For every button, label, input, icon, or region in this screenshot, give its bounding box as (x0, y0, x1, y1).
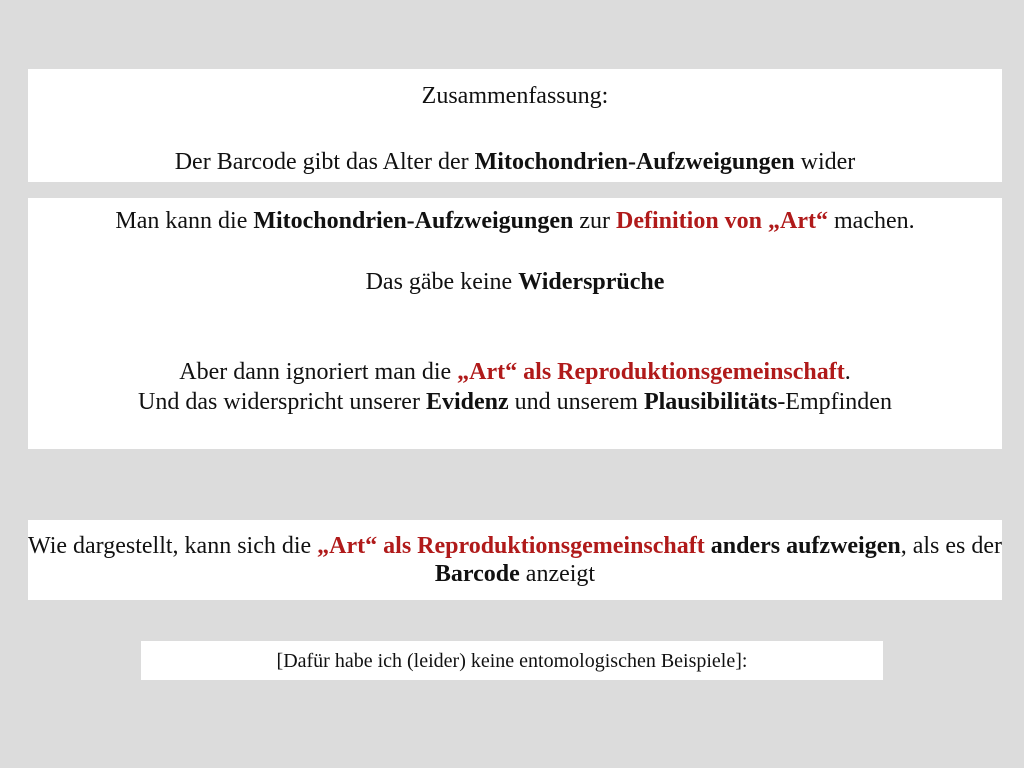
ignore-pre: Aber dann ignoriert man die (179, 359, 458, 385)
summary-title: Zusammenfassung: (421, 83, 609, 109)
main-argument-box (28, 198, 1002, 449)
plausibility-bold: Plausibilitäts (643, 389, 778, 415)
branching-bold-anders: anders aufzweigen (704, 533, 901, 559)
ignore-red: „Art“ als Reproduktionsgemeinschaft (457, 359, 845, 385)
branching-text (28, 532, 1002, 588)
ignore-line (28, 357, 1002, 387)
definition-bold: Mitochondrien-Aufzweigungen (253, 208, 574, 234)
definition-post: machen. (828, 208, 915, 234)
definition-mid: zur (573, 208, 616, 234)
definition-red: Definition von „Art“ (616, 208, 828, 234)
no-contradiction-bold: Widersprüche (518, 269, 665, 295)
summary-text-pre: Der Barcode gibt das Alter der (174, 149, 475, 175)
definition-pre: Man kann die (115, 208, 254, 234)
branching-bold-barcode: Barcode (434, 561, 520, 587)
evidence-post: -Empfinden (777, 389, 892, 415)
branching-post: anzeigt (519, 561, 596, 587)
summary-line (28, 147, 1002, 177)
no-contradiction-line (28, 267, 1002, 297)
summary-text-post: wider (794, 149, 856, 175)
evidence-bold: Evidenz (425, 389, 509, 415)
definition-line (28, 206, 1002, 236)
note-text: [Dafür habe ich (leider) keine entomologischen Beispiele]: (276, 650, 748, 672)
note-box (141, 641, 883, 680)
evidence-line (28, 387, 1002, 417)
evidence-mid: und unserem (508, 389, 644, 415)
branching-box (28, 520, 1002, 600)
ignore-post: . (844, 359, 851, 385)
no-contradiction-pre: Das gäbe keine (365, 269, 519, 295)
summary-text-bold: Mitochondrien-Aufzweigungen (474, 149, 795, 175)
summary-box (28, 69, 1002, 182)
branching-mid: , als es der (900, 533, 1003, 559)
branching-pre: Wie dargestellt, kann sich die (28, 533, 318, 559)
evidence-pre: Und das widerspricht unserer (138, 389, 426, 415)
branching-red: „Art“ als Reproduktionsgemeinschaft (317, 533, 705, 559)
